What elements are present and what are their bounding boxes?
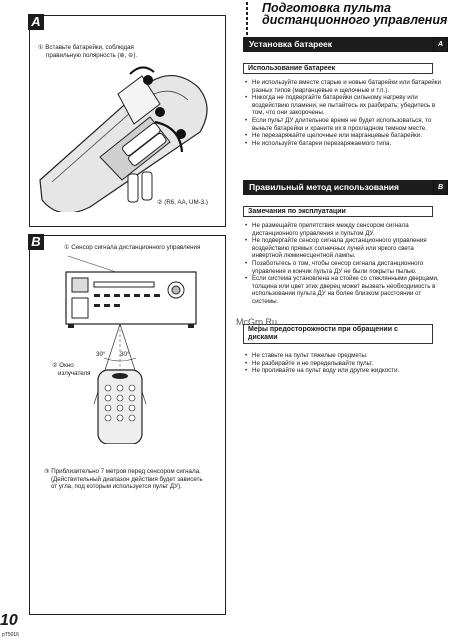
emitter-label-line1: ② Окно <box>52 362 74 369</box>
battery-type-label: ② (R6, AA, UM-3.) <box>157 199 208 206</box>
emitter-label <box>52 362 90 377</box>
battery-insert-note-line2: правильную полярность (⊕, ⊖). <box>46 51 138 59</box>
figure-b-letter: B <box>28 234 44 250</box>
list-item: • Если система установлена на стойке со стеклянными дверцами, толщина или цвет этих дверец может вызвать необходимость в использовании пульта ДУ на более близком расстоянии от системы. <box>245 275 445 305</box>
battery-insertion-illustration <box>30 62 224 212</box>
range-note-line1: ③ Приблизительно 7 метров перед сенсором сигнала. <box>44 468 201 475</box>
title-tick-marks <box>240 2 254 36</box>
emitter-label-line2: излучателя <box>58 369 91 377</box>
list-item: • Не разбирайте и не переделывайте пульт. <box>245 360 445 368</box>
battery-insert-note-line1: ① Вставьте батарейки, соблюдая <box>38 44 134 51</box>
list-item: • Не используйте батареи перезаряжаемого типа. <box>245 140 445 148</box>
watermark: McGrp.Ru <box>236 317 278 327</box>
list-item: • Не проливайте на пульт воду или другие жидкости. <box>245 367 445 375</box>
section-b-tag: B <box>433 180 448 195</box>
section-a-tag: A <box>433 37 448 52</box>
list-item: • Не ставьте на пульт тяжелые предметы. <box>245 352 445 360</box>
range-note-line3: от угла, под которым используется пульт ДУ). <box>51 483 182 491</box>
remote-control-icon <box>98 370 142 444</box>
page-title-line2: дистанционного управления <box>262 13 448 27</box>
range-note <box>44 468 220 491</box>
battery-usage-subhead: Использование батареек <box>243 63 433 74</box>
list-item: • Не перезаряжайте щелочные или марганцевые батарейки. <box>245 132 445 140</box>
page-number: 10 <box>0 612 18 629</box>
angle-left-label: 30° <box>96 351 106 358</box>
list-item: • Не подвергайте сенсор сигнала дистанционного управления воздействию прямых солнечных лучей или яркого света инвертной люминесцентной лампы. <box>245 237 445 260</box>
disc-precautions-subhead-line1: Меры предосторожности при обращении с <box>248 326 398 333</box>
figure-a-letter: A <box>28 14 44 30</box>
page-title-line1: Подготовка пульта <box>262 1 391 15</box>
disc-precautions-subhead <box>243 324 433 344</box>
range-note-line2: (Действительный диапазон действия будет зависеть <box>51 475 203 483</box>
section-b-title: Правильный метод использования <box>243 180 438 195</box>
section-a-title: Установка батареек <box>243 37 438 52</box>
receiver-illustration <box>64 254 204 444</box>
usage-notes-list <box>245 222 445 306</box>
list-item: • Не используйте вместе старые и новые батарейки или батарейки разных типов (марганцевые и щелочные и т.п.). <box>245 79 445 94</box>
list-item: • Если пульт ДУ длительное время не будет использоваться, то выньте батарейки и храните их в прохладном темном месте. <box>245 117 445 132</box>
document-code: pT5016 <box>2 632 19 638</box>
step-3-marker: ③ <box>118 75 124 81</box>
disc-precautions-list <box>245 352 445 375</box>
list-item: • Никогда не подвергайте батарейки сильному нагреву или воздействию пламени; не пытайтесь их разбирать; убедитесь в том, что они закорочены. <box>245 94 445 117</box>
battery-usage-list <box>245 79 445 147</box>
list-item: • Позаботьтесь о том, чтобы сенсор сигнала дистанционного управления и кончик пульта ДУ не были покрыты пылью. <box>245 260 445 275</box>
list-item: • Не размещайте препятствия между сенсором сигнала дистанционного управления и пультом ДУ. <box>245 222 445 237</box>
angle-right-label: 30° <box>120 351 130 358</box>
battery-insert-note <box>38 44 137 59</box>
disc-precautions-subhead-line2: дисками <box>248 334 278 341</box>
page-title <box>262 2 447 26</box>
usage-notes-subhead: Замечания по эксплуатации <box>243 206 433 217</box>
sensor-label: ① Сенсор сигнала дистанционного управления <box>64 244 201 251</box>
